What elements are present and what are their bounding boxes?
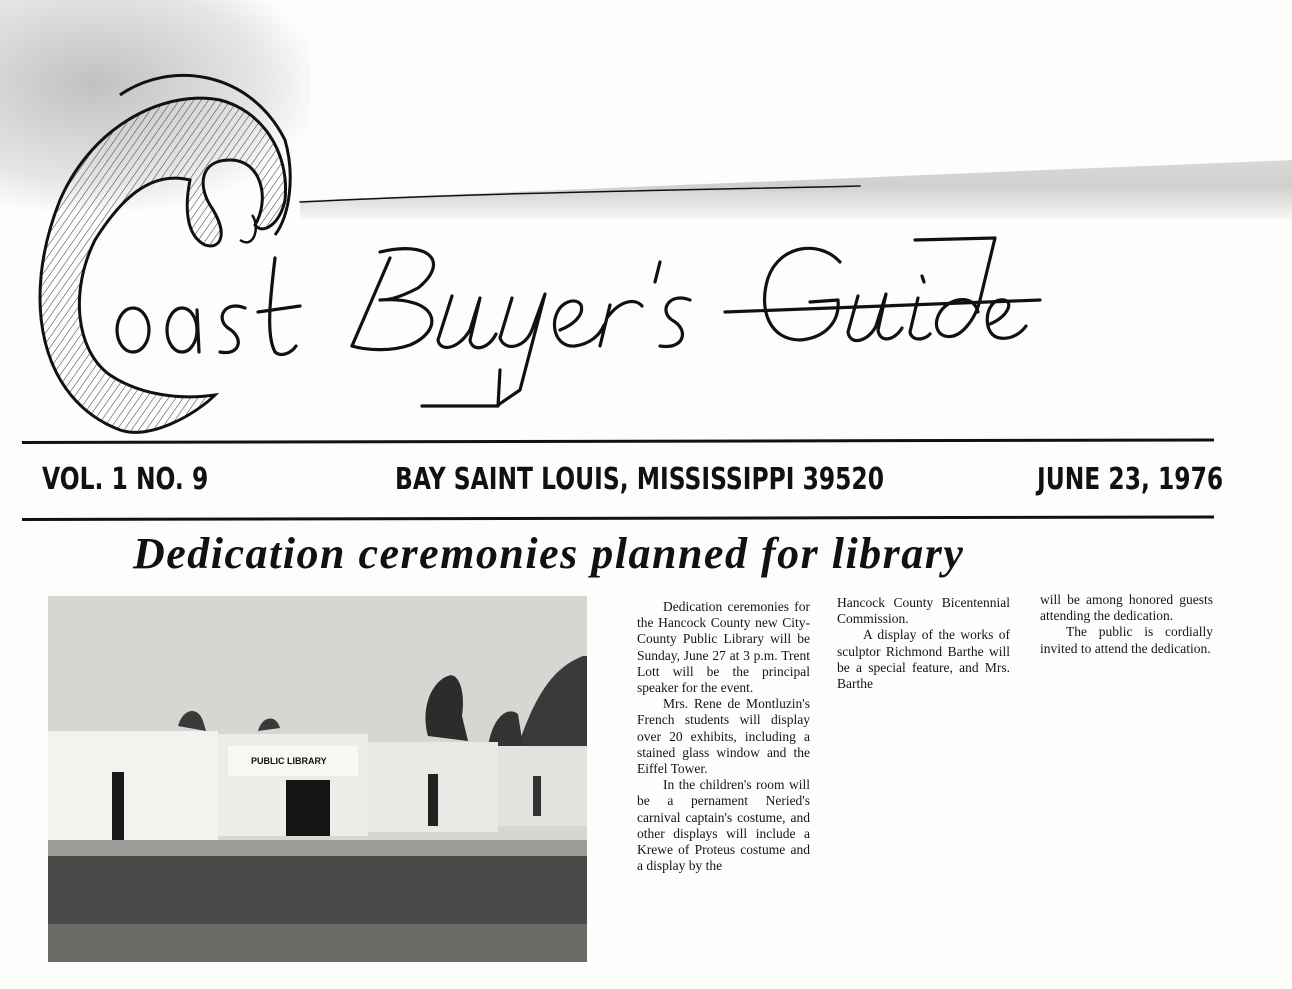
article-column-1 — [637, 599, 810, 874]
library-sign: PUBLIC LIBRARY — [251, 756, 327, 766]
article-headline: Dedication ceremonies planned for library — [133, 529, 965, 578]
article-column-2 — [837, 595, 1010, 692]
col2-paragraph: A display of the works of sculptor Richmond Barthe will be a special feature, and Mrs. Barthe — [837, 627, 1010, 692]
place-line: BAY SAINT LOUIS, MISSISSIPPI 39520 — [395, 462, 885, 497]
col1-paragraph: Mrs. Rene de Montluzin's French students will display over 20 exhibits, including a stained glass window and the Eiffel Tower. — [637, 696, 810, 777]
dateline-bottom-rule — [22, 516, 1214, 521]
library-photo — [48, 596, 587, 962]
col3-paragraph: The public is cordially invited to attend the dedication. — [1040, 624, 1213, 656]
col3-paragraph: will be among honored guests attending the dedication. — [1040, 592, 1213, 624]
masthead-lettering — [0, 0, 1292, 450]
col2-paragraph: Hancock County Bicentennial Commission. — [837, 595, 1010, 627]
col1-paragraph: Dedication ceremonies for the Hancock County new City-County Public Library will be Sunday, June 27 at 3 p.m. Trent Lott will be the principal speaker for the event. — [637, 599, 810, 696]
volume-number: VOL. 1 NO. 9 — [42, 462, 209, 497]
issue-date: JUNE 23, 1976 — [1037, 462, 1224, 497]
article-column-3 — [1040, 592, 1213, 657]
masthead-logo — [0, 0, 1292, 450]
col1-paragraph: In the children's room will be a pernament Neried's carnival captain's costume, and other displays will include a Krewe of Proteus costume and a display by the — [637, 777, 810, 874]
